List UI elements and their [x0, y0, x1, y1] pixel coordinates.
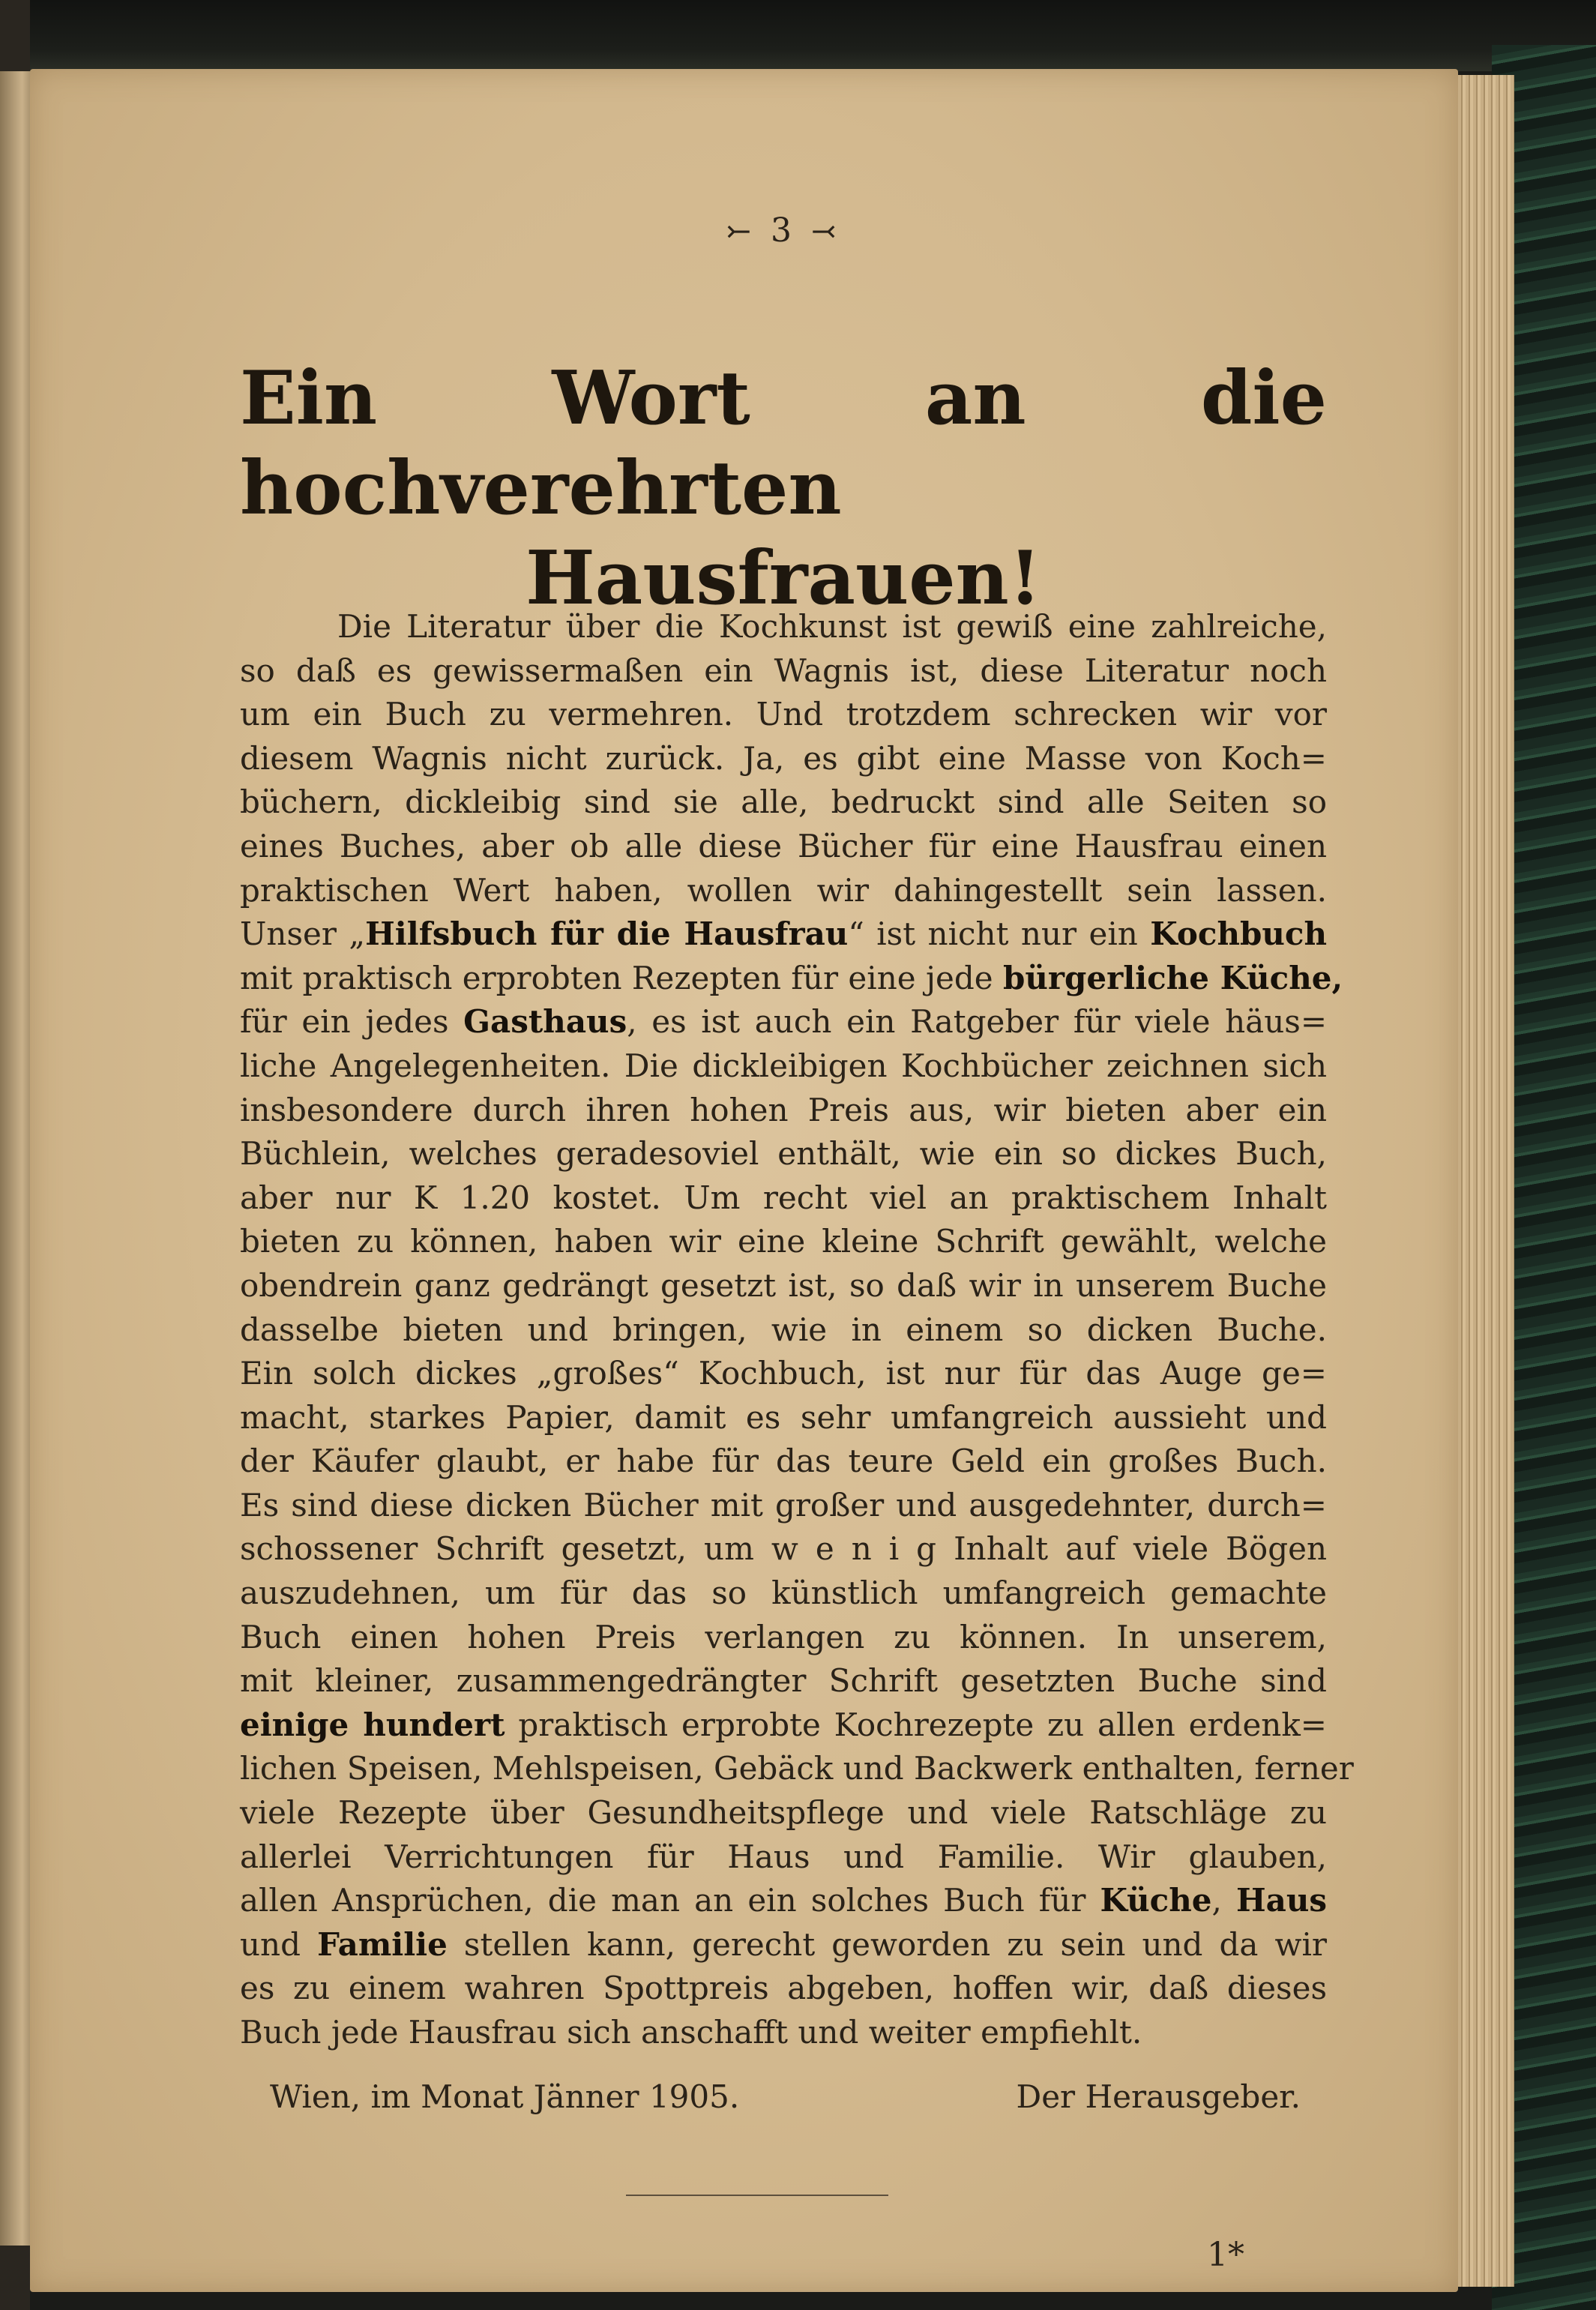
text-run: aber nur K 1.20 kostet. Um recht viel an praktischem Inhalt: [240, 1179, 1327, 1216]
text-run: stellen kann, gerecht geworden zu sein und da wir: [447, 1925, 1327, 1963]
body-line: [240, 825, 1327, 869]
body-line: [240, 649, 1327, 694]
body-line: [240, 957, 1343, 1001]
body-line: [240, 1132, 1327, 1176]
book-page: [30, 69, 1458, 2292]
text-run: diesem Wagnis nicht zurück. Ja, es gibt eine Masse von Koch=: [240, 739, 1327, 777]
bold-text: einige hundert: [240, 1706, 505, 1743]
text-run: es zu einem wahren Spottpreis abgeben, hoffen wir, daß dieses: [240, 1970, 1327, 2007]
text-run: Buch jede Hausfrau sich anschafft und weiter empfiehlt.: [240, 2014, 1142, 2051]
text-run: mit kleiner, zusammengedrängter Schrift gesetzten Buche sind: [240, 1662, 1327, 1700]
text-run: viele Rezepte über Gesundheitspflege und viele Ratschläge zu: [240, 1794, 1327, 1832]
text-run: mit praktisch erprobten Rezepten für eine jede: [240, 959, 1003, 996]
bold-text: Haus: [1235, 1882, 1328, 1919]
body-line: [240, 1308, 1327, 1353]
bold-text: Hilfsbuch für die Hausfrau: [365, 915, 849, 953]
body-line: [240, 1440, 1327, 1484]
text-run: macht, starkes Papier, damit es sehr umfangreich aussieht und: [240, 1398, 1327, 1436]
title-line-1: Ein Wort an die hochverehrten: [240, 355, 1327, 532]
body-line: [240, 693, 1327, 737]
text-run: obendrein ganz gedrängt gesetzt ist, so daß wir in unserem Buche: [240, 1266, 1327, 1304]
body-line: [240, 1264, 1327, 1308]
text-run: insbesondere durch ihren hohen Preis aus, wir bieten aber ein: [240, 1091, 1327, 1128]
text-run: schossener Schrift gesetzt, um w e n i g Inhalt auf viele Bögen: [240, 1530, 1327, 1568]
text-run: , es ist auch ein Ratgeber für viele häus=: [627, 1003, 1328, 1041]
book-cover-top: [0, 0, 1596, 71]
text-run: praktisch erprobte Kochrezepte zu allen erdenk=: [505, 1706, 1327, 1743]
text-run: Es sind diese dicken Bücher mit großer und ausgedehnter, durch=: [240, 1486, 1327, 1524]
text-run: eines Buches, aber ob alle diese Bücher für eine Hausfrau einen: [240, 827, 1327, 864]
page-title: [240, 354, 1327, 624]
body-line: [240, 1616, 1327, 1660]
text-run: allerlei Verrichtungen für Haus und Familie. Wir glauben,: [240, 1838, 1327, 1875]
text-run: bieten zu können, haben wir eine kleine Schrift gewählt, welche: [240, 1223, 1327, 1260]
body-line: [240, 912, 1327, 957]
body-line: [240, 1703, 1327, 1748]
bold-text: Kochbuch: [1150, 915, 1327, 953]
body-line: [240, 1000, 1327, 1044]
bold-text: Küche: [1100, 1882, 1212, 1919]
body-line: [240, 1659, 1327, 1703]
text-run: der Käufer glaubt, er habe für das teure Geld ein großes Buch.: [240, 1443, 1327, 1480]
body-line: [240, 1176, 1327, 1221]
body-line: [240, 1835, 1327, 1880]
page-header: [240, 211, 1327, 250]
body-line: [240, 780, 1327, 825]
place-date: Wien, im Monat Jänner 1905.: [270, 2078, 740, 2115]
text-run: auszudehnen, um für das so künstlich umfangreich gemachte: [240, 1574, 1327, 1612]
text-run: Die Literatur über die Kochkunst ist gewiß eine zahlreiche,: [337, 608, 1327, 645]
ornament-right-icon: ⤙: [811, 214, 841, 249]
body-text: [240, 605, 1354, 2055]
title-line-2: Hausfrauen!: [526, 535, 1041, 622]
publisher: Der Herausgeber.: [1016, 2078, 1301, 2115]
body-line: [240, 1484, 1327, 1528]
body-line: [240, 1747, 1354, 1791]
text-run: für ein jedes: [240, 1003, 464, 1041]
body-line: [240, 737, 1327, 781]
text-run: allen Ansprüchen, die man an ein solches Buch für: [240, 1882, 1100, 1919]
text-run: lichen Speisen, Mehlspeisen, Gebäck und Backwerk enthalten, ferner: [240, 1750, 1354, 1787]
body-line: [240, 869, 1327, 913]
body-line: [240, 1527, 1327, 1571]
body-line: [240, 1967, 1327, 2011]
body-line: [240, 1923, 1327, 1967]
body-line: [240, 1089, 1327, 1133]
text-run: Büchlein, welches geradesoviel enthält, wie ein so dickes Buch,: [240, 1135, 1327, 1173]
signature-mark: 1*: [1207, 2236, 1244, 2274]
body-line: [240, 1220, 1327, 1264]
text-run: Buch einen hohen Preis verlangen zu können. In unserem,: [240, 1618, 1327, 1655]
body-line: [240, 605, 1327, 649]
ornament-left-icon: ⤚: [726, 214, 756, 249]
text-run: büchern, dickleibig sind sie alle, bedruckt sind alle Seiten so: [240, 783, 1327, 821]
text-run: dasselbe bieten und bringen, wie in einem so dicken Buche.: [240, 1311, 1327, 1348]
bold-text: bürgerliche Küche,: [1002, 959, 1343, 996]
body-line: [240, 2011, 1327, 2055]
body-line: [240, 1044, 1327, 1089]
text-run: liche Angelegenheiten. Die dickleibigen Kochbücher zeichnen sich: [240, 1047, 1327, 1084]
body-line: [240, 1879, 1327, 1923]
left-page-edge: [0, 71, 31, 2246]
body-line: [240, 1396, 1327, 1440]
bold-text: Familie: [317, 1925, 448, 1963]
text-run: “ ist nicht nur ein: [848, 915, 1151, 953]
page-number: 3: [771, 211, 796, 250]
divider-rule: [626, 2195, 888, 2196]
text-run: so daß es gewissermaßen ein Wagnis ist, diese Literatur noch: [240, 652, 1327, 689]
text-run: praktischen Wert haben, wollen wir dahingestellt sein lassen.: [240, 871, 1327, 909]
page-stack-edge: [1451, 75, 1514, 2287]
body-line: [240, 1352, 1327, 1396]
text-run: um ein Buch zu vermehren. Und trotzdem schrecken wir vor: [240, 696, 1327, 733]
text-run: ,: [1211, 1882, 1236, 1919]
bold-text: Gasthaus: [463, 1003, 627, 1041]
body-line: [240, 1791, 1327, 1835]
body-line: [240, 1571, 1327, 1616]
text-run: Unser „: [240, 915, 366, 953]
text-run: Ein solch dickes „großes“ Kochbuch, ist nur für das Auge ge=: [240, 1355, 1327, 1392]
text-run: und: [240, 1925, 318, 1963]
